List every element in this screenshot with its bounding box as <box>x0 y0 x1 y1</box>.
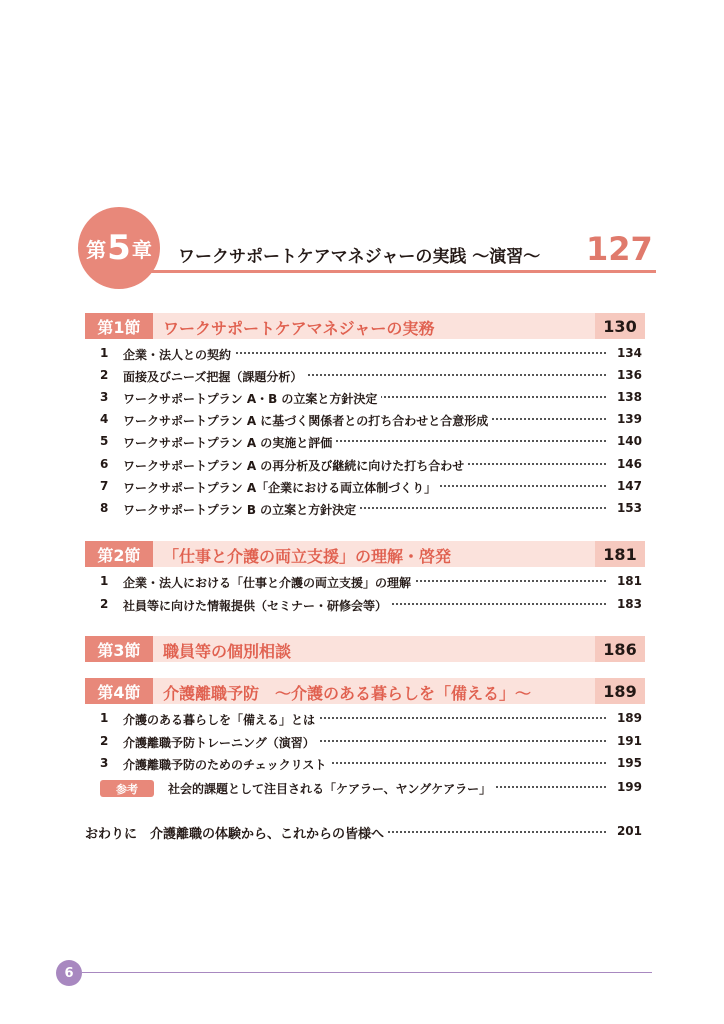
chapter-divider <box>150 270 656 273</box>
section-title: 職員等の個別相談 <box>163 642 292 661</box>
toc-entry[interactable] <box>97 500 642 518</box>
entry-title: 社員等に向けた情報提供（セミナー・研修会等） <box>123 597 391 614</box>
entry-number: 3 <box>100 756 109 770</box>
section-1-header[interactable] <box>85 313 645 339</box>
entry-page: 138 <box>616 390 642 404</box>
entry-title: ワークサポートプラン A・B の立案と方針決定 <box>123 390 381 407</box>
page-number-badge: 6 <box>56 960 82 986</box>
entry-number: 8 <box>100 501 109 515</box>
toc-entry[interactable] <box>97 345 642 363</box>
entry-number: 5 <box>100 434 109 448</box>
toc-entry[interactable] <box>97 433 642 451</box>
section-title: 介護離職予防 〜介護のある暮らしを「備える」〜 <box>163 684 532 703</box>
entry-page: 134 <box>616 346 642 360</box>
entry-number: 3 <box>100 390 109 404</box>
entry-title: ワークサポートプラン A の実施と評価 <box>123 434 336 451</box>
toc-entry[interactable] <box>97 389 642 407</box>
closing-entry[interactable] <box>85 822 642 842</box>
section-title: 「仕事と介護の両立支援」の理解・啓発 <box>163 547 452 566</box>
toc-entry[interactable] <box>97 596 642 614</box>
entry-title: ワークサポートプラン A の再分析及び継続に向けた打ち合わせ <box>123 457 468 474</box>
entry-title: ワークサポートプラン B の立案と方針決定 <box>123 501 360 518</box>
toc-entry[interactable] <box>97 411 642 429</box>
reference-entry[interactable] <box>142 779 642 797</box>
entry-title: 介護離職予防のためのチェックリスト <box>123 756 330 773</box>
entry-title: 企業・法人との契約 <box>123 346 235 363</box>
entry-number: 2 <box>100 368 109 382</box>
entry-title: ワークサポートプラン A「企業における両立体制づくり」 <box>123 479 440 496</box>
entry-number: 7 <box>100 479 109 493</box>
toc-entry[interactable] <box>97 710 642 728</box>
entry-page: 146 <box>616 457 642 471</box>
entry-title: 面接及びニーズ把握（課題分析） <box>123 368 306 385</box>
chapter-badge <box>78 207 160 289</box>
section-2-header[interactable] <box>85 541 645 567</box>
entry-page: 181 <box>616 574 642 588</box>
section-4-header[interactable] <box>85 678 645 704</box>
toc-entry[interactable] <box>97 573 642 591</box>
entry-title: 介護のある暮らしを「備える」とは <box>123 711 319 728</box>
toc-entry[interactable] <box>97 367 642 385</box>
entry-page: 199 <box>616 780 642 794</box>
closing-page: 201 <box>616 824 642 838</box>
section-3-header[interactable] <box>85 636 645 662</box>
section-label: 第2節 <box>85 541 153 567</box>
footer-divider <box>82 972 652 973</box>
section-page-number: 189 <box>595 678 645 704</box>
entry-number: 6 <box>100 457 109 471</box>
chapter-title[interactable]: ワークサポートケアマネジャーの実践 〜演習〜 <box>178 247 541 267</box>
entry-page: 153 <box>616 501 642 515</box>
entry-page: 140 <box>616 434 642 448</box>
section-page-number: 130 <box>595 313 645 339</box>
section-title: ワークサポートケアマネジャーの実務 <box>163 319 435 338</box>
entry-number: 1 <box>100 711 109 725</box>
entry-page: 191 <box>616 734 642 748</box>
toc-entry[interactable] <box>97 733 642 751</box>
entry-number: 1 <box>100 574 109 588</box>
entry-title: 介護離職予防トレーニング（演習） <box>123 734 319 751</box>
section-label: 第4節 <box>85 678 153 704</box>
entry-page: 147 <box>616 479 642 493</box>
section-page-number: 181 <box>595 541 645 567</box>
toc-entry[interactable] <box>97 755 642 773</box>
entry-page: 136 <box>616 368 642 382</box>
entry-page: 189 <box>616 711 642 725</box>
section-label: 第1節 <box>85 313 153 339</box>
entry-page: 139 <box>616 412 642 426</box>
chapter-page-number[interactable]: 127 <box>586 230 653 268</box>
entry-title: ワークサポートプラン A に基づく関係者との打ち合わせと合意形成 <box>123 412 492 429</box>
entry-number: 1 <box>100 346 109 360</box>
closing-title: おわりに 介護離職の体験から、これからの皆様へ <box>85 823 388 842</box>
entry-number: 2 <box>100 597 109 611</box>
chapter-badge-suffix: 章 <box>131 237 152 262</box>
entry-page: 183 <box>616 597 642 611</box>
entry-title: 企業・法人における「仕事と介護の両立支援」の理解 <box>123 574 415 591</box>
section-label: 第3節 <box>85 636 153 662</box>
chapter-badge-prefix: 第 <box>86 237 107 262</box>
entry-number: 2 <box>100 734 109 748</box>
reference-badge: 参考 <box>100 780 154 797</box>
entry-number: 4 <box>100 412 109 426</box>
entry-page: 195 <box>616 756 642 770</box>
section-page-number: 186 <box>595 636 645 662</box>
toc-entry[interactable] <box>97 478 642 496</box>
toc-entry[interactable] <box>97 456 642 474</box>
entry-title: 社会的課題として注目される「ケアラー、ヤングケアラー」 <box>168 780 495 797</box>
chapter-badge-number: 5 <box>107 228 131 268</box>
